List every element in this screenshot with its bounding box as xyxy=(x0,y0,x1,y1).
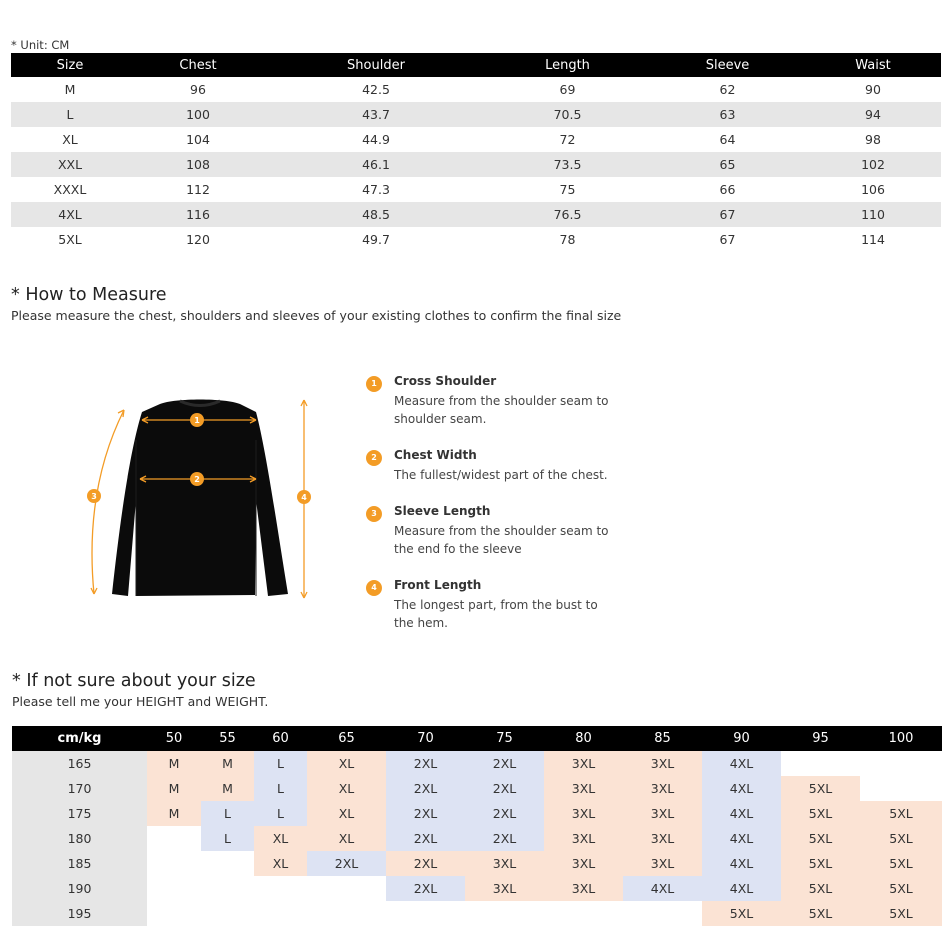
table-cell: 104 xyxy=(186,132,210,147)
size-cell: 5XL xyxy=(781,776,860,801)
column-header: Length xyxy=(485,53,650,77)
size-cell: 5XL xyxy=(860,901,942,926)
weight-header: 50 xyxy=(147,726,201,751)
table-cell: 47.3 xyxy=(362,182,390,197)
size-cell: 2XL xyxy=(386,876,465,901)
unit-label: * Unit: CM xyxy=(11,38,70,52)
size-cell: 3XL xyxy=(465,876,544,901)
size-cell: 5XL xyxy=(781,851,860,876)
table-cell: 96 xyxy=(190,82,206,97)
step-number-badge: 3 xyxy=(366,506,382,522)
column-header: Size xyxy=(11,53,129,77)
size-cell xyxy=(254,901,307,926)
step-description: The fullest/widest part of the chest. xyxy=(394,468,608,482)
size-cell xyxy=(201,876,254,901)
size-cell: 3XL xyxy=(623,776,702,801)
size-cell xyxy=(201,901,254,926)
table-cell: XXL xyxy=(11,152,129,177)
size-cell: M xyxy=(201,776,254,801)
size-cell xyxy=(860,776,942,801)
size-cell xyxy=(147,876,201,901)
size-cell: 4XL xyxy=(702,876,781,901)
size-cell xyxy=(623,901,702,926)
size-cell: M xyxy=(147,801,201,826)
size-cell: L xyxy=(254,751,307,776)
table-cell: XL xyxy=(62,132,78,147)
weight-header: 80 xyxy=(544,726,623,751)
table-cell: 5XL xyxy=(58,232,82,247)
table-cell: XXXL xyxy=(53,182,87,197)
column-header: Waist xyxy=(805,53,941,77)
table-row xyxy=(11,102,941,127)
size-cell: XL xyxy=(307,776,386,801)
size-chart-body xyxy=(11,77,941,252)
height-cell: 170 xyxy=(12,776,147,801)
table-cell: 67 xyxy=(650,202,805,227)
step-title: Front Length xyxy=(394,578,482,592)
size-chart-header-row xyxy=(11,53,941,77)
height-cell: 190 xyxy=(12,876,147,901)
size-cell: 4XL xyxy=(702,776,781,801)
size-cell: 5XL xyxy=(860,826,942,851)
weight-header: 85 xyxy=(623,726,702,751)
size-cell: L xyxy=(254,801,307,826)
size-cell xyxy=(860,751,942,776)
how-to-measure-title: * How to Measure xyxy=(11,285,167,305)
size-cell: 5XL xyxy=(781,826,860,851)
column-header: Sleeve xyxy=(650,53,805,77)
fit-table-body xyxy=(12,751,942,926)
table-cell: 90 xyxy=(865,82,881,97)
table-row xyxy=(11,177,941,202)
table-cell: 72 xyxy=(559,132,576,147)
how-to-measure-subtitle: Please measure the chest, shoulders and sleeves of your existing clothes to confirm the final size xyxy=(11,308,622,323)
table-row xyxy=(11,127,941,152)
size-cell: XL xyxy=(307,826,386,851)
size-cell: 2XL xyxy=(465,801,544,826)
size-cell: XL xyxy=(254,851,307,876)
size-cell: 5XL xyxy=(702,901,781,926)
step-description: The longest part, from the bust to the hem. xyxy=(394,598,598,630)
table-cell: 62 xyxy=(719,82,736,97)
table-cell: 4XL xyxy=(11,202,129,227)
column-header: Chest xyxy=(129,53,267,77)
step-title: Cross Shoulder xyxy=(394,374,497,388)
size-cell: 2XL xyxy=(465,776,544,801)
size-cell xyxy=(307,876,386,901)
table-cell: 73.5 xyxy=(485,152,650,177)
table-cell: 49.7 xyxy=(362,232,390,247)
size-cell: 3XL xyxy=(623,826,702,851)
table-cell: 98 xyxy=(865,132,881,147)
size-cell: 3XL xyxy=(465,851,544,876)
table-cell: 48.5 xyxy=(267,202,485,227)
table-cell: 67 xyxy=(719,232,736,247)
svg-text:4: 4 xyxy=(301,493,307,502)
size-cell: 5XL xyxy=(781,801,860,826)
table-cell: 44.9 xyxy=(362,132,390,147)
table-cell: 110 xyxy=(805,202,941,227)
table-cell: 114 xyxy=(861,232,885,247)
table-cell: 65 xyxy=(650,152,805,177)
table-row xyxy=(12,776,942,801)
table-row xyxy=(12,851,942,876)
table-row xyxy=(11,77,941,102)
size-cell: 2XL xyxy=(386,776,465,801)
size-cell: 3XL xyxy=(544,851,623,876)
step-title: Chest Width xyxy=(394,448,477,462)
size-cell: 2XL xyxy=(386,751,465,776)
size-cell: 5XL xyxy=(860,801,942,826)
table-row xyxy=(12,876,942,901)
size-cell: 4XL xyxy=(702,826,781,851)
svg-text:1: 1 xyxy=(194,416,200,425)
size-cell: 5XL xyxy=(781,901,860,926)
size-cell: 5XL xyxy=(860,851,942,876)
size-cell: 3XL xyxy=(544,801,623,826)
table-row xyxy=(11,227,941,252)
height-cell: 180 xyxy=(12,826,147,851)
size-cell: 2XL xyxy=(465,751,544,776)
table-row xyxy=(12,901,942,926)
size-cell xyxy=(544,901,623,926)
height-cell: 195 xyxy=(12,901,147,926)
weight-header: 65 xyxy=(307,726,386,751)
size-cell: 5XL xyxy=(860,876,942,901)
svg-text:3: 3 xyxy=(91,492,97,501)
weight-header: 70 xyxy=(386,726,465,751)
table-cell: 46.1 xyxy=(267,152,485,177)
table-cell: 112 xyxy=(186,182,210,197)
size-cell xyxy=(254,876,307,901)
size-cell: 2XL xyxy=(307,851,386,876)
table-cell: M xyxy=(64,82,76,97)
table-cell: 94 xyxy=(805,102,941,127)
size-cell: 2XL xyxy=(465,826,544,851)
size-cell xyxy=(147,901,201,926)
size-cell: M xyxy=(147,751,201,776)
corner-header: cm/kg xyxy=(12,726,147,751)
size-cell: 3XL xyxy=(544,876,623,901)
size-cell: 3XL xyxy=(623,851,702,876)
table-row xyxy=(12,801,942,826)
table-cell: 102 xyxy=(805,152,941,177)
table-cell: 100 xyxy=(129,102,267,127)
table-cell: 76.5 xyxy=(485,202,650,227)
table-cell: 120 xyxy=(186,232,210,247)
step-number-badge: 4 xyxy=(366,580,382,596)
height-cell: 175 xyxy=(12,801,147,826)
step-description: Measure from the shoulder seam to shoulder seam. xyxy=(394,394,609,426)
size-cell: 3XL xyxy=(544,751,623,776)
svg-text:2: 2 xyxy=(194,475,200,484)
size-cell: M xyxy=(201,751,254,776)
weight-header: 95 xyxy=(781,726,860,751)
size-cell: M xyxy=(147,776,201,801)
weight-header: 55 xyxy=(201,726,254,751)
size-cell: XL xyxy=(307,751,386,776)
table-cell: 108 xyxy=(129,152,267,177)
table-cell: 64 xyxy=(719,132,736,147)
table-row xyxy=(12,751,942,776)
size-cell: L xyxy=(201,801,254,826)
size-cell: 4XL xyxy=(623,876,702,901)
table-cell: 106 xyxy=(861,182,885,197)
size-chart-table xyxy=(11,53,941,252)
size-cell: XL xyxy=(254,826,307,851)
weight-header: 60 xyxy=(254,726,307,751)
table-cell: 70.5 xyxy=(485,102,650,127)
size-cell: 3XL xyxy=(544,826,623,851)
weight-header: 100 xyxy=(860,726,942,751)
size-cell: 5XL xyxy=(781,876,860,901)
step-number-badge: 1 xyxy=(366,376,382,392)
step-number-badge: 2 xyxy=(366,450,382,466)
size-cell: 2XL xyxy=(386,801,465,826)
fit-guide-subtitle: Please tell me your HEIGHT and WEIGHT. xyxy=(12,694,269,709)
table-row xyxy=(11,152,941,177)
size-cell xyxy=(147,826,201,851)
fit-table-header-row xyxy=(12,726,942,751)
column-header: Shoulder xyxy=(267,53,485,77)
height-cell: 185 xyxy=(12,851,147,876)
size-cell xyxy=(781,751,860,776)
table-cell: 43.7 xyxy=(267,102,485,127)
table-cell: L xyxy=(11,102,129,127)
size-cell: XL xyxy=(307,801,386,826)
table-cell: 66 xyxy=(719,182,736,197)
size-cell: 4XL xyxy=(702,851,781,876)
table-cell: 69 xyxy=(559,82,576,97)
size-cell xyxy=(147,851,201,876)
height-weight-size-table xyxy=(12,726,942,926)
size-cell: 3XL xyxy=(544,776,623,801)
table-row xyxy=(11,202,941,227)
table-cell: 78 xyxy=(559,232,576,247)
table-cell: 42.5 xyxy=(362,82,390,97)
table-cell: 63 xyxy=(650,102,805,127)
sweater-body xyxy=(112,400,288,597)
size-cell xyxy=(465,901,544,926)
height-cell: 165 xyxy=(12,751,147,776)
table-cell: 75 xyxy=(559,182,576,197)
weight-header: 90 xyxy=(702,726,781,751)
size-cell: 3XL xyxy=(623,801,702,826)
size-cell: 4XL xyxy=(702,751,781,776)
weight-header: 75 xyxy=(465,726,544,751)
size-cell: 4XL xyxy=(702,801,781,826)
sweater-measurement-diagram xyxy=(80,390,320,610)
size-cell: L xyxy=(254,776,307,801)
fit-guide-title: * If not sure about your size xyxy=(12,671,256,691)
step-title: Sleeve Length xyxy=(394,504,491,518)
step-description: Measure from the shoulder seam to the end fo the sleeve xyxy=(394,524,609,556)
table-row xyxy=(12,826,942,851)
size-cell xyxy=(307,901,386,926)
size-cell xyxy=(201,851,254,876)
size-cell: 3XL xyxy=(623,751,702,776)
table-cell: 116 xyxy=(129,202,267,227)
size-cell: 2XL xyxy=(386,826,465,851)
size-cell: L xyxy=(201,826,254,851)
sweater-illustration xyxy=(80,390,320,610)
size-cell: 2XL xyxy=(386,851,465,876)
size-cell xyxy=(386,901,465,926)
